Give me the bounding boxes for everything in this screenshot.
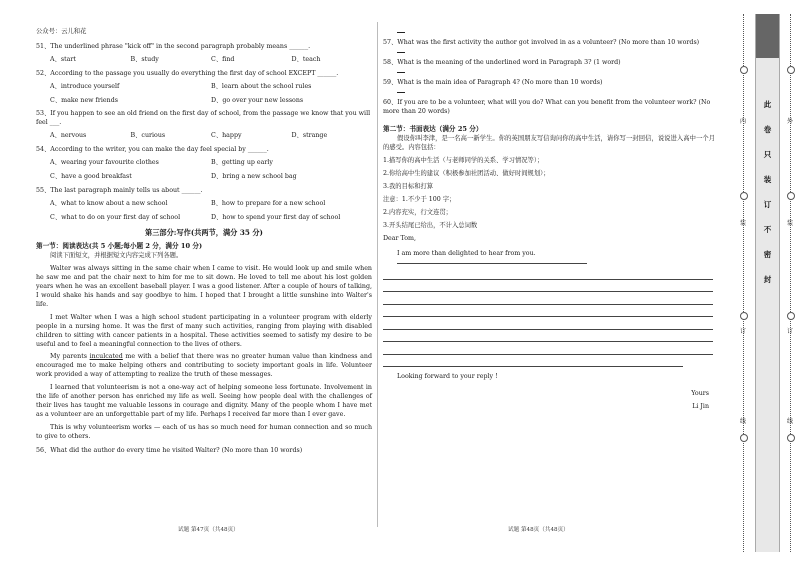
binding-hole — [787, 66, 795, 74]
answer-option[interactable]: A、start — [50, 55, 76, 63]
section2-note-1: 注意：1.不少于 100 字； — [383, 195, 456, 203]
writing-line[interactable] — [383, 267, 713, 280]
answer-option[interactable]: A、what to know about a new school — [50, 199, 168, 207]
question-58: 58、What is the meaning of the underlined word in Paragraph 3? (1 word) — [383, 58, 621, 66]
binding-char: 不 — [763, 225, 772, 234]
question-60: 60、If you are to be a volunteer, what will you do? What can you benefit from the volunteer work? (No more than 20 words) — [383, 98, 711, 115]
answer-option[interactable]: C、make new friends — [50, 96, 118, 104]
options-row — [36, 214, 372, 223]
writing-line[interactable] — [383, 317, 713, 330]
binding-char: 装 — [763, 175, 772, 184]
options-row — [36, 200, 372, 209]
binding-strip — [733, 14, 800, 552]
answer-blank-59[interactable] — [383, 88, 715, 95]
passage-paragraph-5: This is why volunteerism works — each of us has so much need for human connection and so much to give to others. — [36, 423, 372, 440]
letter-opening: I am more than delighted to hear from you. — [397, 249, 536, 257]
letter-sign-name: Li Jin — [692, 403, 709, 411]
answer-option[interactable]: B、how to prepare for a new school — [211, 199, 326, 207]
column-divider — [377, 22, 378, 527]
answer-option[interactable]: A、introduce yourself — [50, 82, 120, 90]
section2-note-3: 3.开头结尾已给出，不计入总词数 — [383, 221, 478, 229]
section1-instruction: 阅读下面短文，并根据短文内容完成下列各题。 — [50, 252, 183, 260]
question-55: 55、The last paragraph mainly tells us about ______. — [36, 186, 203, 194]
writing-area[interactable] — [383, 267, 715, 367]
answer-blank-57[interactable] — [383, 48, 715, 55]
binding-char: 只 — [763, 150, 772, 159]
options-row — [36, 83, 372, 92]
part3-title: 第三部分:写作(共两节，满分 35 分) — [145, 227, 263, 237]
footer-page-left: 试题 第47页（共48页） — [178, 527, 239, 533]
section2-note-2: 2.内容充实，行文连贯； — [383, 208, 452, 216]
binding-label-inner: 线 — [739, 418, 746, 425]
writing-line[interactable] — [383, 292, 713, 305]
section1-title: 第一节：阅读表达(共 5 小题;每小题 2 分，满分 10 分) — [36, 241, 203, 250]
right-column — [383, 28, 715, 412]
binding-char: 订 — [763, 200, 772, 209]
passage-paragraph-4: I learned that volunteerism is not a one-way act of helping someone less fortunate. Involvement in the life of another person has enriched my life as well. Seeing how people deal with the challenges of their lives has taught me valuable lessons in courage and dignity. Many of the people whom I have met as a volunteer are an unforgettable part of my life. Perhaps I received far more than I ever gave. — [36, 384, 372, 418]
writing-line[interactable] — [383, 355, 683, 368]
answer-blank-58[interactable] — [383, 68, 715, 75]
binding-char: 卷 — [763, 125, 772, 134]
binding-dotted-line — [790, 14, 791, 552]
question-54: 54、According to the writer, you can make the day feel special by ______. — [36, 146, 269, 154]
writing-line[interactable] — [383, 342, 713, 355]
binding-hole — [740, 66, 748, 74]
multiple-choice-questions — [36, 43, 372, 223]
answer-option[interactable]: B、getting up early — [211, 159, 273, 167]
answer-option[interactable]: A、wearing your favourite clothes — [50, 159, 159, 167]
left-column — [36, 28, 372, 456]
binding-label-outer: 线 — [786, 418, 793, 425]
binding-dotted-line — [743, 14, 744, 552]
question-52: 52、According to the passage you usually do everything the first day of school EXCEPT ______. — [36, 69, 339, 77]
answer-option[interactable]: C、happy — [211, 132, 242, 140]
answer-option[interactable]: A、nervous — [50, 132, 87, 140]
answer-option[interactable]: D、go over your new lessons — [211, 96, 304, 104]
binding-hole — [787, 192, 795, 200]
passage-paragraph-3: My parents inculcated me with a belief that there was no greater human value than kindness and encouraged me to make helping others and contributing to society important goals in life. Volunteer work provided a way of attempting to realize the truth of these messages. — [36, 353, 372, 379]
letter-sign-yours: Yours — [691, 390, 709, 398]
answer-option[interactable]: C、what to do on your first day of school — [50, 213, 181, 221]
question-59: 59、What is the main idea of Paragraph 4? (No more than 10 words) — [383, 78, 603, 86]
binding-hole — [787, 434, 795, 442]
answer-option[interactable]: C、find — [211, 55, 235, 63]
answer-option[interactable]: B、study — [130, 55, 159, 63]
binding-hole — [740, 192, 748, 200]
section2-point-3: 3.我的目标和打算 — [383, 183, 434, 191]
section2-point-2: 2.你给高中生的建议（积极参加社团活动、做好时间规划）； — [383, 170, 550, 178]
writing-line[interactable] — [383, 305, 713, 318]
answer-option[interactable]: C、have a good breakfast — [50, 172, 132, 180]
binding-char: 此 — [763, 100, 772, 109]
letter-opening-line[interactable] — [383, 250, 715, 268]
answer-blank-56[interactable] — [383, 28, 715, 35]
binding-label-outer: 外 — [786, 118, 793, 125]
binding-label-outer: 订 — [786, 328, 793, 335]
binding-label-outer: 装 — [786, 220, 793, 227]
letter-greeting: Dear Tom, — [383, 234, 417, 242]
binding-label-inner: 内 — [739, 118, 746, 125]
answer-option[interactable]: B、learn about the school rules — [211, 82, 312, 90]
options-row — [36, 56, 372, 65]
binding-hole — [740, 312, 748, 320]
binding-warning-text — [756, 92, 779, 292]
header-note: 公众号：云儿和花 — [36, 28, 87, 35]
writing-line[interactable] — [383, 330, 713, 343]
underlined-word: inculcated — [89, 353, 123, 361]
binding-char: 封 — [763, 275, 772, 284]
passage-paragraph-1: Walter was always sitting in the same chair when I came to visit. He would look up and smile when he saw me and pat the chair next to him for me to sit down. He loved to tell me about his lost golden years when he was an excellent baseball player. I was a good listener. After a couple of hours of talking, I would shake his hands and say goodbye to him. I hoped that I brought a little sunshine into Walter's life. — [36, 265, 372, 308]
section2-point-1: 1.描写你的高中生活（与老师同学的关系、学习情况等）； — [383, 157, 544, 165]
answer-option[interactable]: D、bring a new school bag — [211, 172, 297, 180]
binding-bar-header — [756, 14, 779, 58]
answer-option[interactable]: D、strange — [291, 132, 328, 140]
question-57: 57、What was the first activity the author got involved in as a volunteer? (No more than 10 words) — [383, 39, 700, 46]
footer-page-right: 试题 第48页（共48页） — [508, 527, 569, 533]
binding-char: 密 — [763, 250, 772, 259]
answer-option[interactable]: D、teach — [291, 55, 321, 63]
short-answer-questions — [383, 39, 715, 117]
options-row — [36, 132, 372, 141]
writing-line[interactable] — [383, 280, 713, 293]
question-53: 53、If you happen to see an old friend on the first day of school, from the passage we know that you will feel ___. — [36, 110, 371, 127]
passage-paragraph-2: I met Walter when I was a high school student participating in a volunteer program with elderly people in a nursing home. It was the first of many such activities, ranging from playing with disabled children to sitting with cancer patients in a hospital. These activities seemed to satisfy my desire to be useful and to feel a meaningful connection to the lives of others. — [36, 313, 372, 348]
options-row — [36, 159, 372, 168]
section2-title: 第二节：书面表达（满分 25 分） — [383, 124, 483, 133]
binding-bar — [755, 14, 780, 552]
binding-hole — [787, 312, 795, 320]
binding-label-inner: 订 — [739, 328, 746, 335]
answer-option[interactable]: B、curious — [130, 132, 166, 140]
answer-option[interactable]: D、how to spend your first day of school — [211, 213, 341, 221]
question-51: 51、The underlined phrase "kick off" in the second paragraph probably means ______. — [36, 42, 311, 50]
question-56: 56、What did the author do every time he visited Walter? (No more than 10 words) — [36, 446, 303, 454]
binding-hole — [740, 434, 748, 442]
binding-label-inner: 装 — [739, 220, 746, 227]
options-row — [36, 97, 372, 106]
letter-closing: Looking forward to your reply ! — [397, 373, 498, 381]
section2-prompt: 假设你叫李津，是一名高一新学生。你的英国朋友写信询问你的高中生活，请你写一封回信，说说进入高中一个月的感受。内容包括： — [383, 135, 715, 152]
options-row — [36, 173, 372, 182]
